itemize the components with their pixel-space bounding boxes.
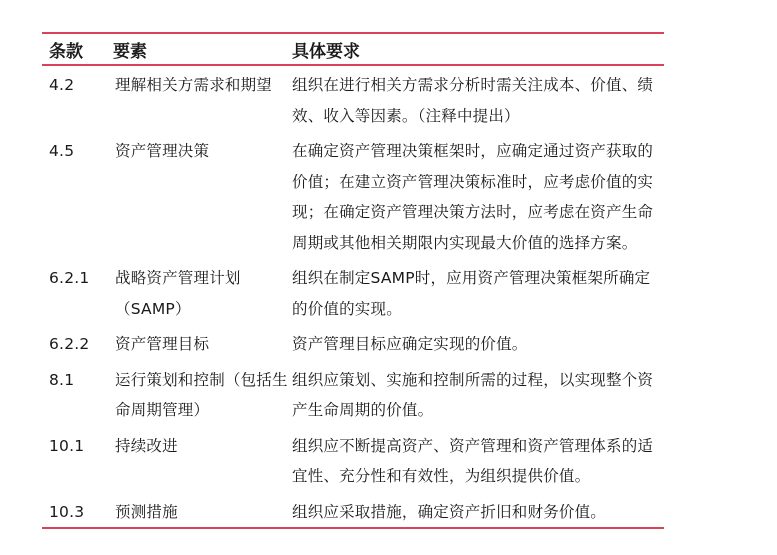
requirement-cell: 资产管理目标应确定实现的价值。	[292, 335, 528, 353]
requirements-table	[42, 32, 664, 529]
table-row	[42, 259, 664, 325]
element-cell: 资产管理决策	[115, 142, 210, 160]
table-header-row	[42, 33, 664, 65]
requirement-cell: 组织应采取措施，确定资产折旧和财务价值。	[292, 493, 664, 529]
element-cell: 理解相关方需求和期望	[115, 76, 273, 94]
requirement-cell: 组织应不断提高资产、资产管理和资产管理体系的适宜性、充分性和有效性，为组织提供价值。	[292, 436, 654, 485]
requirement-cell: 组织在制定SAMP时，应用资产管理决策框架所确定的价值的实现。	[292, 269, 651, 318]
table-row	[42, 65, 664, 132]
clause-cell: 8.1	[49, 370, 75, 389]
clause-cell: 4.5	[49, 142, 75, 160]
header-requirement: 具体要求	[292, 33, 664, 65]
table-row	[42, 361, 664, 427]
header-element: 要素	[106, 33, 292, 65]
requirement-cell: 在确定资产管理决策框架时，应确定通过资产获取的价值；在建立资产管理决策标准时，应考虑价值的实现；在确定资产管理决策方法时，应考虑在资产生命周期或其他相关期限内实现最大价值的选择方案。	[292, 142, 654, 252]
clause-cell: 6.2.2	[49, 335, 90, 353]
table-row	[42, 132, 664, 259]
clause-cell: 10.3	[42, 493, 106, 529]
clause-cell: 6.2.1	[49, 269, 90, 287]
element-cell: 预测措施	[106, 493, 292, 529]
header-clause: 条款	[42, 33, 106, 65]
element-cell: 持续改进	[115, 436, 178, 455]
element-cell: 运行策划和控制（包括生命周期管理）	[115, 370, 288, 419]
table-row	[42, 493, 664, 529]
element-cell: 资产管理目标	[115, 335, 210, 353]
clause-cell: 10.1	[49, 436, 85, 455]
requirement-cell: 组织应策划、实施和控制所需的过程，以实现整个资产生命周期的价值。	[292, 370, 654, 419]
element-cell: 战略资产管理计划（SAMP）	[115, 269, 241, 318]
table-row	[42, 427, 664, 493]
clause-cell: 4.2	[49, 76, 75, 94]
requirement-cell: 组织在进行相关方需求分析时需关注成本、价值、绩效、收入等因素。（注释中提出）	[292, 76, 654, 125]
table-row	[42, 325, 664, 361]
